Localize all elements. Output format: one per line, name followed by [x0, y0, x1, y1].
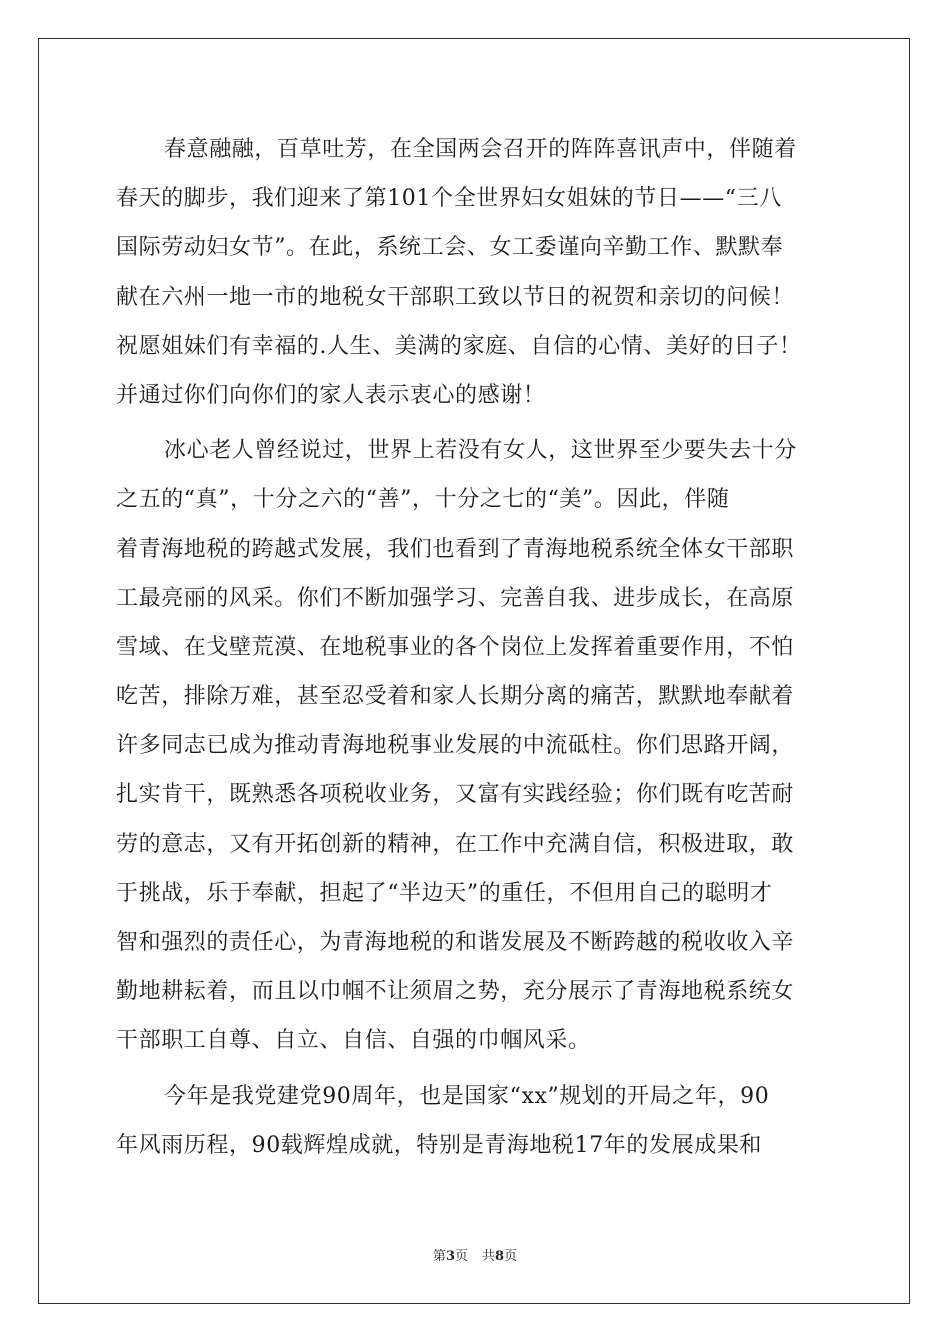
- paragraph-2-line-3: 着青海地税的跨越式发展，我们也看到了青海地税系统全体女干部职: [116, 536, 795, 562]
- paragraph-2-line-5: 雪域、在戈壁荒漠、在地税事业的各个岗位上发挥着重要作用，不怕: [116, 634, 795, 660]
- paragraph-1-line-5: 祝愿姐妹们有幸福的.人生、美满的家庭、自信的心情、美好的日子！: [116, 333, 802, 359]
- footer-page-prefix: 第: [432, 1249, 446, 1264]
- paragraph-1-line-4: 献在六州一地一市的地税女干部职工致以节日的祝贺和亲切的问候！: [116, 284, 795, 310]
- paragraph-2-line-1: 冰心老人曾经说过，世界上若没有女人，这世界至少要失去十分: [164, 438, 797, 464]
- paragraph-2-line-6: 吃苦，排除万难，甚至忍受着和家人长期分离的痛苦，默默地奉献着: [116, 684, 795, 710]
- paragraph-2-line-9: 劳的意志，又有开拓创新的精神，在工作中充满自信，积极进取，敢: [116, 831, 795, 857]
- paragraph-2-line-2: 之五的“真”，十分之六的“善”，十分之七的“美”。因此，伴随: [116, 487, 730, 513]
- paragraph-3-line-2: 年风雨历程，90载辉煌成就，特别是青海地税17年的发展成果和: [116, 1132, 762, 1158]
- paragraph-1-line-1: 春意融融，百草吐芳，在全国两会召开的阵阵喜讯声中，伴随着: [164, 137, 797, 162]
- paragraph-1-line-3: 国际劳动妇女节”。在此，系统工会、女工委谨向辛勤工作、默默奉: [116, 235, 784, 261]
- footer-total-prefix: 共: [482, 1249, 496, 1264]
- paragraph-2-line-12: 勤地耕耘着，而且以巾帼不让须眉之势，充分展示了青海地税系统女: [116, 979, 795, 1005]
- paragraph-2-line-10: 于挑战，乐于奉献，担起了“半边天”的重任，不但用自己的聪明才: [116, 880, 773, 906]
- paragraph-1-line-2: 春天的脚步，我们迎来了第101个全世界妇女姐妹的节日——“三八: [116, 186, 782, 212]
- footer-current-page: 3: [445, 1249, 455, 1264]
- document-body: [116, 125, 836, 1170]
- paragraph-2-line-4: 工最亮丽的风采。你们不断加强学习、完善自我、进步成长，在高原: [116, 585, 795, 611]
- paragraph-2-line-13: 干部职工自尊、自立、自信、自强的巾帼风采。: [116, 1028, 591, 1054]
- paragraph-2-line-11: 智和强烈的责任心，为青海地税的和谐发展及不断跨越的税收收入辛: [116, 930, 795, 955]
- paragraph-1-line-6: 并通过你们向你们的家人表示衷心的感谢！: [116, 382, 546, 408]
- footer-total-pages: 8: [495, 1249, 505, 1264]
- paragraph-3-line-1: 今年是我党建党90周年，也是国家“xx”规划的开局之年，90: [164, 1083, 770, 1109]
- footer-page-suffix: 页: [454, 1249, 468, 1264]
- footer-total-suffix: 页: [504, 1249, 518, 1264]
- paragraph-2-line-7: 许多同志已成为推动青海地税事业发展的中流砥柱。你们思路开阔，: [116, 733, 795, 759]
- page-footer: [0, 1248, 950, 1266]
- paragraph-2-line-8: 扎实肯干，既熟悉各项税收业务，又富有实践经验；你们既有吃苦耐: [116, 782, 795, 808]
